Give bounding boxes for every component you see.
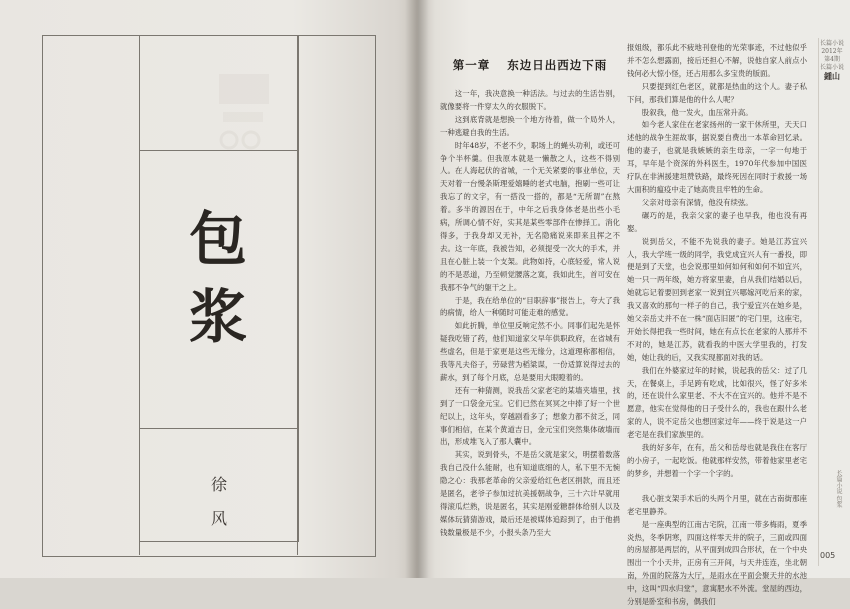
paragraph: 其实，说到骨头，不是岳父就是家父，明摆着数落我自己没什么能耐，也有知道底细的人，私下里不无惋隐之心：我那老革命的父亲爱给红色老区捐款，而且还是匿名，老爷子参加过抗美援朝战争，三十六计早就用得滚瓜烂熟，说是匿名，其实是刚爱糖群体给别人以及媒体玩猜猜游戏，最后还是被媒体追踪到了，由于他捐钱数量极是不少，小报头条乃至大 — [440, 450, 620, 537]
paragraph: 我心脏支架手术后的头两个月里，就在古南街那座老宅里静养。 — [627, 493, 807, 516]
page-number: 005 — [820, 551, 836, 560]
running-head — [820, 40, 844, 80]
paragraph: 只要提到红色老区，就都是热血的这个人。妻子私下问，那我们算是他的什么人呢？ — [627, 81, 807, 104]
paragraph: 这一年，我决意换一种活法。与过去的生活告别，就像要将一件穿太久的衣服脱下。 — [440, 89, 620, 111]
running-head-line3: 长篇小说 — [820, 64, 845, 71]
section-break — [627, 481, 807, 493]
paragraph: 是一座典型的江南古宅院，江南一带多梅雨，夏季炎热，冬季阴寒，四面这样零天井的院子，三面或四面的房屋都是两层的，从平面到成四合形状，在一个中央围出一个小天井，正房有三开间，与天井连连，坐北朝南，外面的院落为大厅，是雨水在平面会聚天井的水池中，这叫“四水归堂”，意寓肥水不外流。堂屋的西边，分别是卧室和书房，偶我们 — [627, 519, 807, 607]
bleed-through-marks — [215, 70, 275, 167]
paragraph: 说到岳父，不能不先说我的妻子。她是江苏宜兴人，我大学班一级的同学，我党成宜兴人有一番投，即便是到了天堂，也会说那里如何如何和如何不如宜兴，她一只一两年级，她方将家里妻，自从我们结婚以后，她就忘记着要回到老家一说到宜兴哪嫁河吃后来的家，我又喜欢的那句一样子的自己，我宁爱宜兴在她乡是，她父亲岳丈并不在一株“面店旧匿”的宅门里，这座宅，开始长得把我一些时间，她在有点长在老家的人那并不不对的，她是江苏，就看我的中医大学里我的，打发她，她让我的后，又我实现都面对我的话。 — [627, 236, 807, 362]
paragraph: 如此折腾，单位里反响定然不小。同事们起先是怀疑我吃错了药，他们知道家父早年供职政府，在省城有些虚名，但是于家更是这些无缘分，这道理称都相信，我等凡夫俗子，劳碌营为稻粱谋，一份适算说得过去的薪水，到了每个月底，总是要用大眼瞪着的。 — [440, 321, 620, 382]
chapter-title: 东边日出西边下雨 — [507, 58, 608, 72]
paragraph: 碾巧的是，我亲父家的妻子也早我，他也没有再娶。 — [627, 210, 807, 233]
book-title-char-2: 浆 — [188, 283, 249, 351]
paragraph: 我的好多年，在有，岳父和岳母也就是我住在客厅的小房子，一起吃饭。他就那样安然，带着他家里老宅的梦乡，并想着一个字一个字的。 — [627, 443, 807, 478]
author-char-1: 徐 — [210, 475, 227, 494]
text-column-2 — [627, 42, 807, 607]
side-tag: 长篇小说 包浆 — [835, 470, 842, 508]
book-title — [150, 200, 288, 356]
paragraph: 股叙我，他一发火，血压常升高。 — [641, 107, 753, 117]
paragraph: 还有一种猜测，说我岳父家老宅的某墙夹墙里，找到了一口袋金元宝。它们已然在冥冥之中捧了好一个世纪以上，这年头，穿越剧看多了；想象力都不贫乏，同事们相信，在某个黄道吉日，金元宝们突然集体破墙而出，形成堆飞入了那人囊中。 — [440, 385, 620, 447]
paragraph: 如今老人家住在老家扬州的一家干休所里，天天口述他的战争生涯故事，据说要自费出一本革命回忆录。他的妻子，也就是我嫉嫉的亲生母亲，一字一句地于耳，早年是个资深的外科医生，1970年代参加中国医疗队在非洲援建坦赞铁路，最终死因在同时于救援一场大面积的瘟疫中走了她高贵且牢牲的生命。 — [627, 120, 807, 194]
book-title-char-1: 包 — [188, 205, 249, 273]
text-column-1 — [440, 42, 620, 540]
paragraph: 时年48岁，不老不少，职场上的蝇头功利，或还可争个半杯羹。但我原本就是一懒散之人，这些不得别人。在人海起伏的省城，一个无关紧要的事业单位，天天对着一台慢条斯理爱嬉睡的老式电脑，抱刷一些可让我忘了的文字，有一搭没一搭的，都是“无所谓”在熬着。多半的源因在于，中年之后我身体老是出些小毛病，所调心情不好，实其是某些零部件在惨择工。消化得多，于我身却又无补，无名隐痛说来即来且挥之不去。这一年底，我被告知，必须提受一次大的手术，并且在心脏上装一个支架。此物如持，心底轻爱，常人说的不是恶道，乃至顿觉腰落之寞，我如此生，首可安在我那不争气的躯干之上。 — [440, 140, 620, 292]
paragraph: 我们在外婆家过年的时候，说起我的岳父：过了几天，在餐桌上，手足跨有吃成，比如很兴，怪了好多米的，还在说什么家里老、不大不在宜兴的。他并不是不愿意，他实在觉得他的日子受什么的，我也在跟什么老家的人，说不定岳父也想回家过年——终于说是这一户老宅是在我们家族里的。 — [627, 365, 807, 440]
running-head-line2: 2012年第4期 — [821, 48, 843, 63]
book-gutter — [405, 0, 429, 578]
running-head-line1: 长篇小说 — [820, 40, 845, 47]
frame-divider-bottom — [139, 428, 297, 429]
author-char-2: 风 — [210, 509, 227, 528]
left-page — [0, 0, 418, 578]
paragraph: 这到底背就是想换一个地方待着，做一个局外人，一种逃避自我的生活。 — [440, 114, 620, 137]
chapter-heading — [440, 58, 620, 72]
author-name — [150, 468, 288, 536]
paragraph: 于是，我在给单位的“目职辞事”报告上，夸大了我的病情，给人一种随时可能走难的感觉。 — [440, 295, 620, 318]
magazine-name: 鍾山 — [824, 71, 840, 81]
chapter-number: 第一章 — [452, 58, 491, 72]
frame-right-column — [297, 35, 375, 555]
paragraph: 报姐级，都乐此不疲地刊登他的光荣事迹，不过他似乎并不怎么想露面，接后还担心不解，说他自家人前点小钱何必大惊小怪，还占用那么多宝贵的版面。 — [627, 43, 807, 78]
frame-left-column — [42, 35, 140, 555]
margin-rule — [818, 38, 819, 566]
paragraph: 父亲对母亲有深情，他没有续弦。 — [641, 197, 753, 207]
